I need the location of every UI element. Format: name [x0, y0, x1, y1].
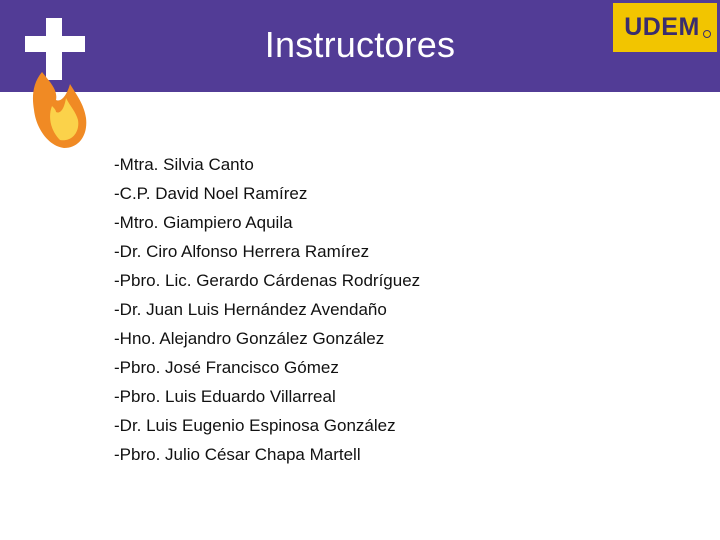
instructor-item: -Mtro. Giampiero Aquila: [114, 213, 293, 232]
udem-logo: [613, 3, 717, 52]
instructor-item: -Mtra. Silvia Canto: [114, 155, 254, 174]
instructor-item: -C.P. David Noel Ramírez: [114, 184, 308, 203]
cross-icon: [25, 18, 85, 80]
instructor-item: -Hno. Alejandro González González: [114, 329, 385, 348]
instructor-list: [114, 150, 420, 469]
slide-title: Instructores: [264, 24, 456, 65]
instructor-item: -Pbro. Julio César Chapa Martell: [114, 445, 361, 464]
instructor-item: -Pbro. Lic. Gerardo Cárdenas Rodríguez: [114, 271, 421, 290]
instructor-item: -Dr. Ciro Alfonso Herrera Ramírez: [114, 242, 370, 261]
registered-mark-icon: [703, 30, 711, 38]
instructor-item: -Dr. Luis Eugenio Espinosa González: [114, 416, 396, 435]
logo-text: UDEM: [624, 13, 700, 41]
instructor-item: -Pbro. José Francisco Gómez: [114, 358, 339, 377]
cross-flame-emblem: [20, 18, 100, 154]
flame-icon: [33, 72, 86, 148]
instructor-item: -Dr. Juan Luis Hernández Avendaño: [114, 300, 387, 319]
instructor-item: -Pbro. Luis Eduardo Villarreal: [114, 387, 336, 406]
